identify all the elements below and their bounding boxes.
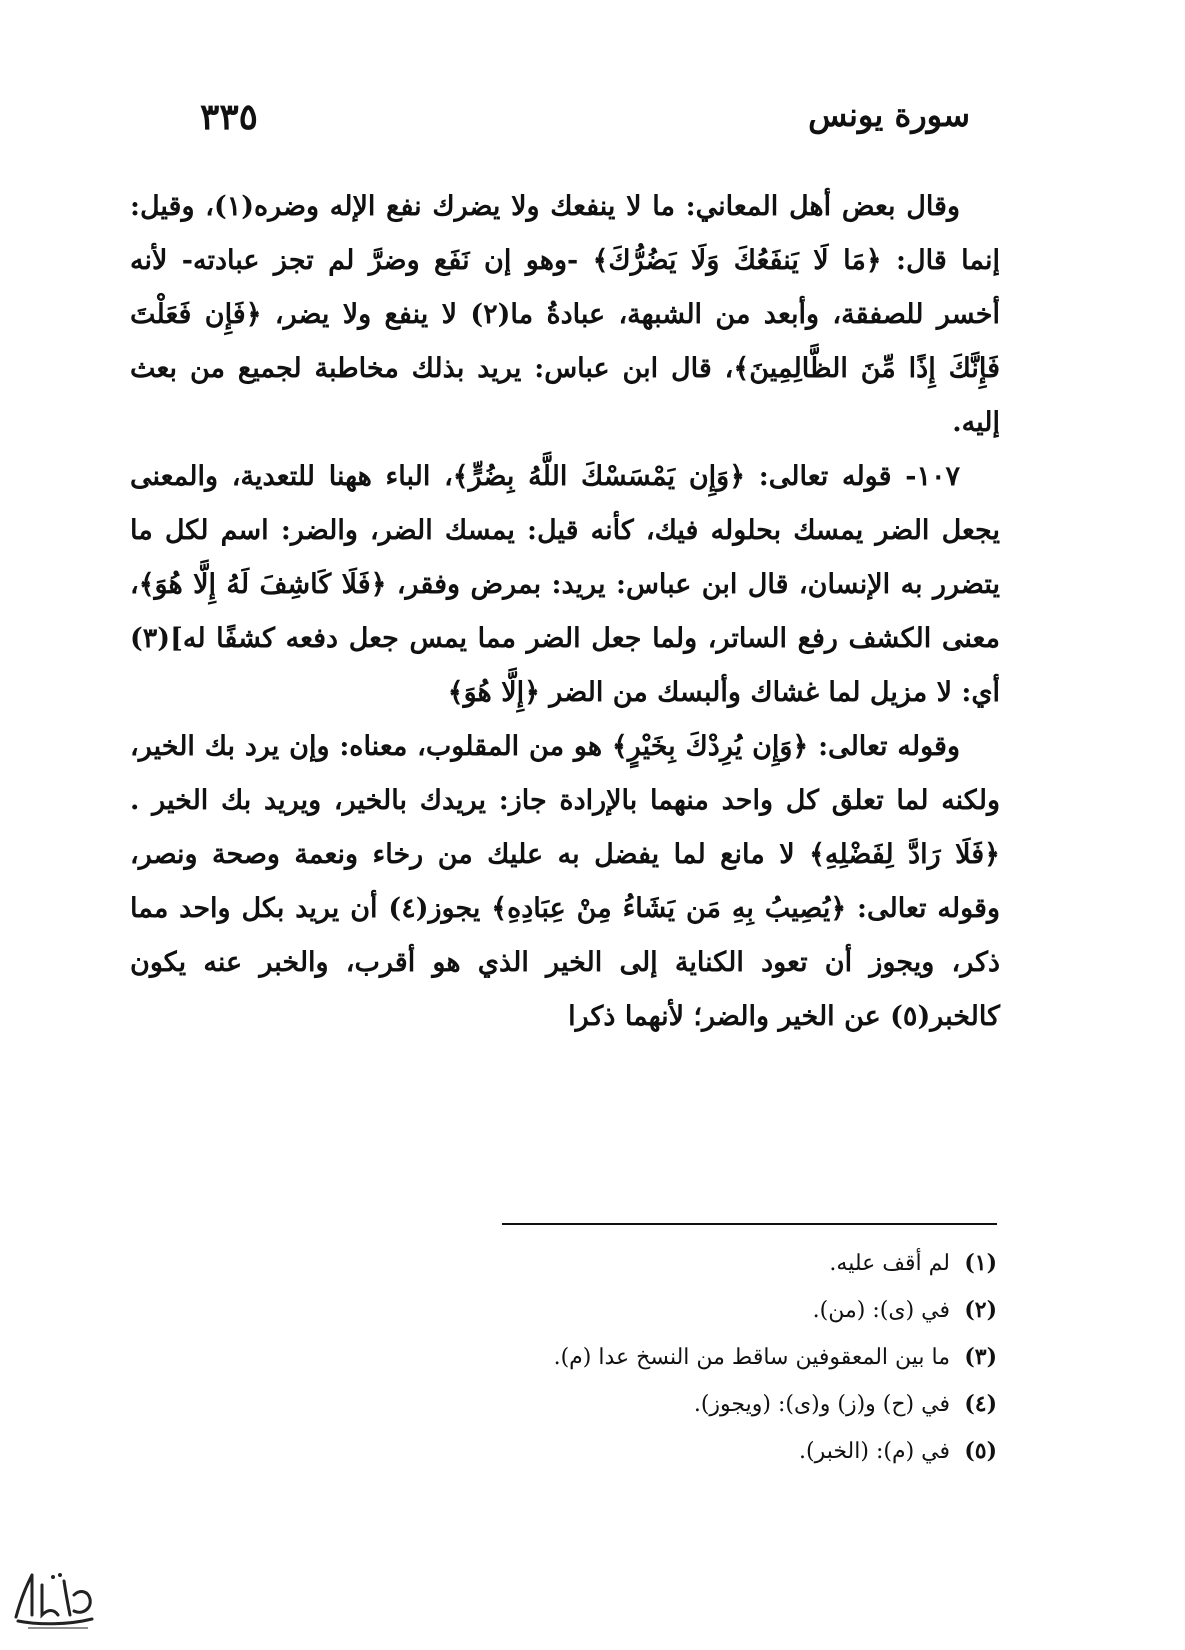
- publisher-logo: [8, 1565, 98, 1633]
- footnote-item: [297, 1334, 997, 1381]
- footnote-number: (٥): [964, 1438, 997, 1464]
- footnote-text: ما بين المعقوفين ساقط من النسخ عدا (م).: [553, 1345, 950, 1370]
- footnote-number: (٢): [964, 1297, 997, 1323]
- footnote-text: في (ى): (من).: [812, 1298, 950, 1323]
- footnote-text: في (م): (الخبر).: [799, 1439, 950, 1464]
- paragraph-3: وقوله تعالى: ﴿وَإِن يُرِدْكَ بِخَيْرٍ﴾ هو من المقلوب، معناه: وإن يرد بك الخير، ولكنه لما تعلق كل واحد منهما بالإرادة جاز: يريدك بالخير، ويريد بك الخير .﴿فَلَا رَادَّ لِفَضْلِهِ﴾ لا مانع لما يفضل به عليك من رخاء ونعمة وصحة ونصر، وقوله تعالى: ﴿يُصِيبُ بِهِ مَن يَشَاءُ مِنْ عِبَادِهِ﴾ يجوز(٤) أن يريد بكل واحد مما ذكر، ويجوز أن تعود الكناية إلى الخير الذي هو أقرب، والخبر عنه يكون كالخبر(٥) عن الخير والضر؛ لأنهما ذكرا: [130, 731, 1000, 1032]
- footnote-number: (١): [964, 1250, 997, 1276]
- footnote-item: [297, 1381, 997, 1428]
- surah-title: سورة يونس: [808, 96, 970, 134]
- footnote-text: في (ح) و(ز) و(ى): (ويجوز).: [693, 1392, 950, 1417]
- footnote-divider: [502, 1223, 997, 1225]
- footnote-item: [297, 1240, 997, 1287]
- page-number: ٣٣٥: [200, 96, 259, 138]
- footnote-text: لم أقف عليه.: [829, 1251, 950, 1276]
- footnote-item: [297, 1287, 997, 1334]
- main-text: [130, 180, 1000, 1044]
- paragraph-2: ١٠٧- قوله تعالى: ﴿وَإِن يَمْسَسْكَ اللَّهُ بِضُرٍّ﴾، الباء ههنا للتعدية، والمعنى يجعل الضر يمسك بحلوله فيك، كأنه قيل: يمسك الضر، والضر: اسم لكل ما يتضرر به الإنسان، قال ابن عباس: يريد: بمرض وفقر، ﴿فَلَا كَاشِفَ لَهُ إِلَّا هُوَ﴾، معنى الكشف رفع الساتر، ولما جعل الضر مما يمس جعل دفعه كشفًا له](٣) أي: لا مزيل لما غشاك وألبسك من الضر ﴿إِلَّا هُوَ﴾: [130, 461, 1000, 708]
- footnote-item: [297, 1428, 997, 1475]
- page-header: [180, 96, 990, 146]
- footnote-number: (٣): [964, 1344, 997, 1370]
- footnotes: [297, 1240, 997, 1475]
- paragraph-1: وقال بعض أهل المعاني: ما لا ينفعك ولا يضرك نفع الإله وضره(١)، وقيل: إنما قال: ﴿مَا لَا يَنفَعُكَ وَلَا يَضُرُّكَ﴾ -وهو إن نَفَع وضرَّ لم تجز عبادته- لأنه أخسر للصفقة، وأبعد من الشبهة، عبادةُ ما(٢) لا ينفع ولا يضر، ﴿فَإِن فَعَلْتَ فَإِنَّكَ إِذًا مِّنَ الظَّالِمِينَ﴾، قال ابن عباس: يريد بذلك مخاطبة لجميع من بعث إليه.: [130, 191, 1000, 438]
- footnote-number: (٤): [964, 1391, 997, 1417]
